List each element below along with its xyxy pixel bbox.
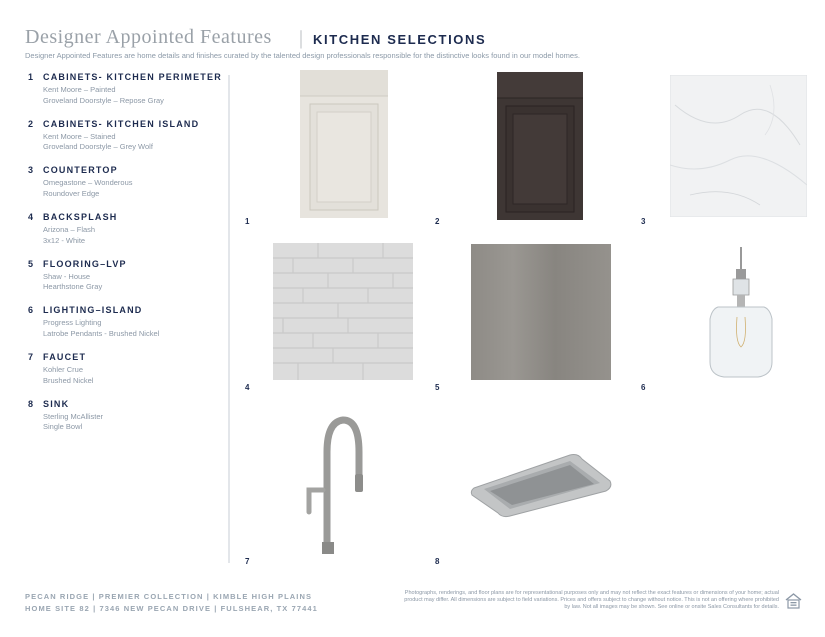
item-number: 6 xyxy=(28,305,35,316)
item-detail: Roundover Edge xyxy=(43,188,100,198)
disclaimer-text: Photographs, renderings, and floor plans are for representational purposes only and may not reflect the exact features or dimensions of your home; actual product may differ. All dimensions are subject to field variations. Prices and offers subject to change without notice. This is not an offering where prohibited by law. Not all images may be shown. See online or onsite Sales Consultants for details. xyxy=(404,590,779,610)
footer-community: PECAN RIDGE | PREMIER COLLECTION | KIMBLE HIGH PLAINS xyxy=(25,592,313,601)
item-number: 7 xyxy=(28,352,35,363)
pull-down-faucet xyxy=(295,412,370,554)
equal-housing-opportunity-icon xyxy=(785,593,802,609)
item-title: CABINETS- KITCHEN ISLAND xyxy=(43,118,200,129)
image-number: 4 xyxy=(245,383,250,392)
list-item xyxy=(28,259,228,306)
list-item xyxy=(28,212,228,259)
item-number: 1 xyxy=(28,72,35,82)
image-number: 7 xyxy=(245,557,250,566)
image-number: 1 xyxy=(245,217,250,226)
item-title: FAUCET xyxy=(43,352,87,363)
list-item xyxy=(28,399,228,446)
divider xyxy=(228,75,230,563)
item-number: 4 xyxy=(28,212,35,223)
selections-list xyxy=(28,72,228,446)
item-title: BACKSPLASH xyxy=(43,212,118,223)
page-description: Designer Appointed Features are home details and finishes curated by the talented design professionals responsible for the distinctive looks found in our model homes. xyxy=(25,51,580,60)
gray-lvp-flooring-swatch xyxy=(471,244,611,380)
list-item xyxy=(28,119,228,166)
item-detail: Kent Moore – Stained xyxy=(43,131,116,141)
dark-cabinet-door-swatch xyxy=(497,72,583,220)
item-detail: 3x12 - White xyxy=(43,235,86,245)
item-number: 8 xyxy=(28,398,35,409)
item-detail: Groveland Doorstyle – Repose Gray xyxy=(43,95,164,105)
item-detail: Kent Moore – Painted xyxy=(43,85,116,94)
item-detail: Progress Lighting xyxy=(43,318,102,328)
list-item xyxy=(28,72,228,119)
item-number: 3 xyxy=(28,165,35,176)
list-item xyxy=(28,352,228,399)
section-title: KITCHEN SELECTIONS xyxy=(313,32,487,47)
item-number: 2 xyxy=(28,118,35,129)
image-number: 3 xyxy=(641,217,646,226)
item-detail: Omegastone – Wonderous xyxy=(43,178,133,188)
title-separator: | xyxy=(299,27,304,49)
item-detail: Latrobe Pendants - Brushed Nickel xyxy=(43,328,160,338)
item-detail: Brushed Nickel xyxy=(43,375,94,385)
white-cabinet-door-swatch xyxy=(300,70,388,218)
list-item xyxy=(28,305,228,352)
item-number: 5 xyxy=(28,258,35,269)
page-title: Designer Appointed Features xyxy=(25,26,272,48)
item-detail: Groveland Doorstyle – Grey Wolf xyxy=(43,142,153,152)
glass-pendant-light xyxy=(702,247,780,382)
image-number: 8 xyxy=(435,557,440,566)
white-subway-tile-swatch xyxy=(273,243,413,380)
white-quartz-countertop-swatch xyxy=(670,75,807,217)
item-detail: Hearthstone Gray xyxy=(43,282,103,292)
footer-address: HOME SITE 82 | 7346 NEW PECAN DRIVE | FULSHEAR, TX 77441 xyxy=(25,604,318,613)
item-detail: Sterling McAllister xyxy=(43,411,104,421)
image-number: 6 xyxy=(641,383,646,392)
item-title: SINK xyxy=(43,398,70,409)
item-title: LIGHTING–ISLAND xyxy=(43,305,143,316)
item-detail: Single Bowl xyxy=(43,422,83,432)
item-detail: Arizona – Flash xyxy=(43,225,96,235)
item-detail: Shaw - House xyxy=(43,271,91,281)
image-number: 2 xyxy=(435,217,440,226)
item-title: COUNTERTOP xyxy=(43,165,118,176)
item-title: CABINETS- KITCHEN PERIMETER xyxy=(43,72,222,82)
item-detail: Kohler Crue xyxy=(43,365,84,375)
image-number: 5 xyxy=(435,383,440,392)
stainless-sink xyxy=(470,453,613,518)
item-title: FLOORING–LVP xyxy=(43,258,127,269)
list-item xyxy=(28,165,228,212)
